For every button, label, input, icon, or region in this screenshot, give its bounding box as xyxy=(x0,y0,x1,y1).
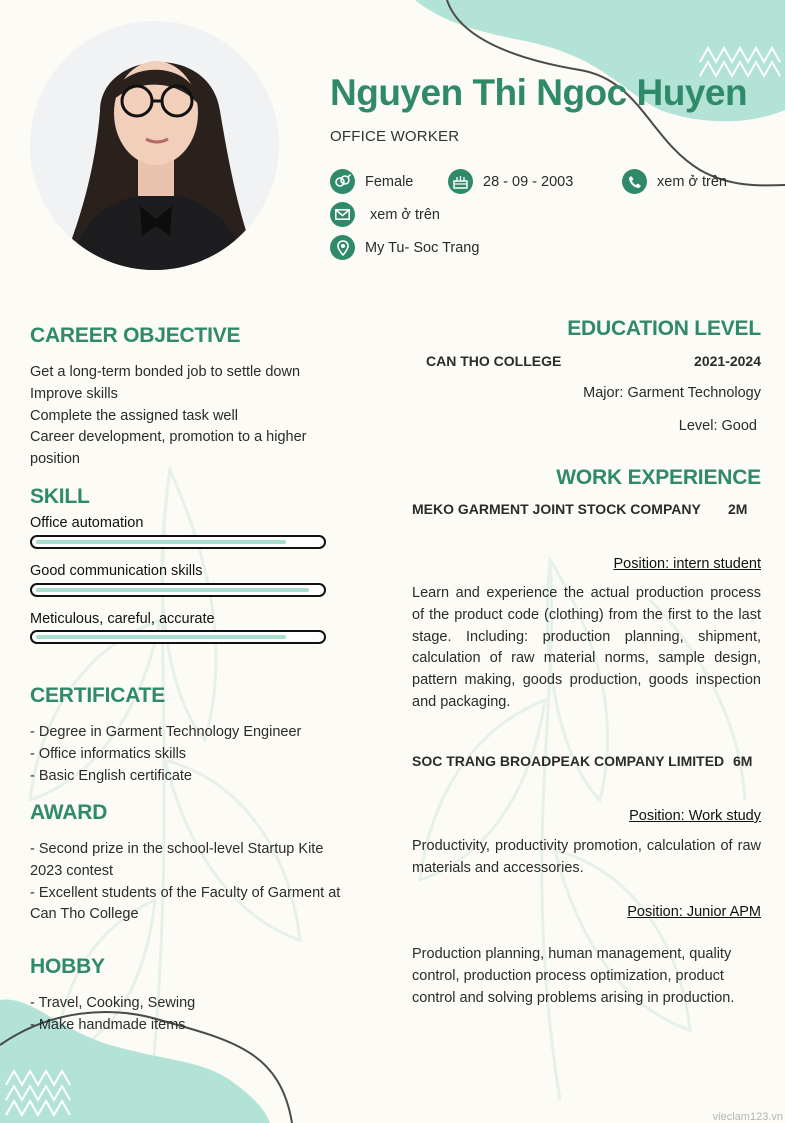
avatar xyxy=(30,21,279,270)
job-position: Position: intern student xyxy=(613,556,761,572)
job-duration: 6M xyxy=(733,753,753,769)
award-list xyxy=(30,839,360,926)
career-objective-list xyxy=(30,362,350,471)
education-heading: EDUCATION LEVEL xyxy=(567,317,761,340)
hobby-heading: HOBBY xyxy=(30,955,105,978)
list-item: - Excellent students of the Faculty of Garment at xyxy=(30,884,341,901)
list-item: Improve skills xyxy=(30,385,118,402)
job-description: Production planning, human management, quality control, production process optimization, product control and solving problems arising in production. xyxy=(412,946,735,1006)
certificate-list xyxy=(30,722,350,787)
phone-icon xyxy=(622,169,647,194)
skill-bar-fill xyxy=(36,540,286,544)
mail-icon xyxy=(330,202,355,227)
location-icon xyxy=(330,235,355,260)
certificate-heading: CERTIFICATE xyxy=(30,684,166,707)
job-description: Productivity, productivity promotion, calculation of raw materials and accessories. xyxy=(412,838,761,876)
list-item: Can Tho College xyxy=(30,906,139,923)
company-name: SOC TRANG BROADPEAK COMPANY LIMITED xyxy=(412,753,725,769)
skill-bar xyxy=(30,630,326,644)
list-item: - Basic English certificate xyxy=(30,767,192,784)
cake-icon xyxy=(448,169,473,194)
list-item: - Degree in Garment Technology Engineer xyxy=(30,724,302,740)
list-item: position xyxy=(30,451,80,468)
hobby-list xyxy=(30,993,350,1037)
list-item: - Second prize in the school-level Startup Kite xyxy=(30,841,324,857)
company-name: MEKO GARMENT JOINT STOCK COMPANY xyxy=(412,501,701,517)
school-years: 2021-2024 xyxy=(694,353,761,369)
job-position: Position: Work study xyxy=(629,808,761,824)
skill-label: Good communication skills xyxy=(30,563,203,579)
list-item: - Travel, Cooking, Sewing xyxy=(30,995,196,1011)
skill-label: Office automation xyxy=(30,515,144,531)
skill-bar xyxy=(30,535,326,549)
gender-value: Female xyxy=(365,174,414,190)
award-heading: AWARD xyxy=(30,801,108,824)
career-objective-heading: CAREER OBJECTIVE xyxy=(30,324,241,347)
skill-heading: SKILL xyxy=(30,485,90,508)
skill-label: Meticulous, careful, accurate xyxy=(30,611,215,627)
job-position: Position: Junior APM xyxy=(627,904,761,920)
job-description: Learn and experience the actual production process of the product code (clothing) from the first to the last stage. Including: production planning, shipment, calculation of raw material norms, sample design, pattern making, goods production, goods inspection and packaging. xyxy=(412,585,761,710)
skill-bar-fill xyxy=(36,635,286,639)
candidate-name: Nguyen Thi Ngoc Huyen xyxy=(330,72,748,113)
work-experience-heading: WORK EXPERIENCE xyxy=(556,466,761,489)
watermark: vieclam123.vn xyxy=(712,1111,783,1123)
list-item: - Make handmade items xyxy=(30,1016,186,1033)
birthday-value: 28 - 09 - 2003 xyxy=(483,174,574,190)
address-value: My Tu- Soc Trang xyxy=(365,240,480,256)
skill-bar-fill xyxy=(36,588,309,592)
education-major: Major: Garment Technology xyxy=(583,385,761,401)
list-item: Complete the assigned task well xyxy=(30,407,238,424)
phone-value: xem ở trên xyxy=(657,174,727,190)
education-level: Level: Good xyxy=(678,418,757,434)
skill-bar xyxy=(30,583,326,597)
list-item: Career development, promotion to a higher xyxy=(30,429,307,446)
email-value: xem ở trên xyxy=(370,207,440,223)
job-duration: 2M xyxy=(728,501,748,517)
list-item: Get a long-term bonded job to settle down xyxy=(30,364,301,380)
gender-icon xyxy=(330,169,355,194)
job-title: OFFICE WORKER xyxy=(330,128,460,145)
list-item: 2023 contest xyxy=(30,862,114,879)
list-item: - Office informatics skills xyxy=(30,745,187,762)
school-name: CAN THO COLLEGE xyxy=(426,353,562,369)
